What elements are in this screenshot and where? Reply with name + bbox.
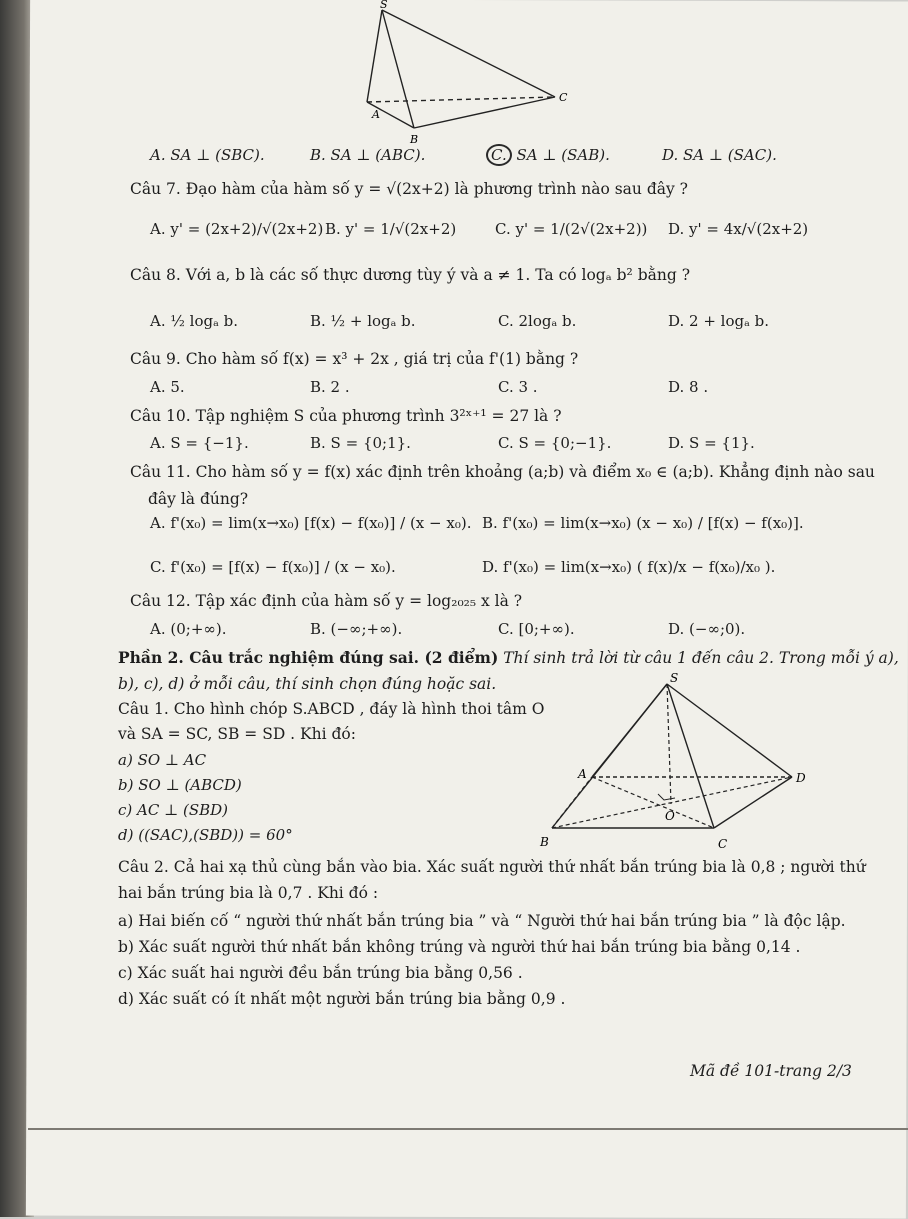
p2q2-stem-line1: Câu 2. Cả hai xạ thủ cùng bắn vào bia. Xác suất người thứ nhất bắn trúng bia là 0,8 ; người thứ [118, 858, 866, 876]
p2q2-statement-a: a) Hai biến cố “ người thứ nhất bắn trúng bia ” và “ Người thứ hai bắn trúng bia ” là độc lập. [118, 912, 846, 930]
pyramid-figure-1 [350, 0, 580, 150]
q7-stem: Câu 7. Đạo hàm của hàm số y = √(2x+2) là phương trình nào sau đây ? [130, 180, 688, 198]
q11-stem-line1: Câu 11. Cho hàm số y = f(x) xác định trên khoảng (a;b) và điểm x₀ ∈ (a;b). Khẳng định nào sau [130, 463, 875, 481]
q8-option-d: D. 2 + logₐ b. [668, 312, 770, 330]
p2q1-stem-line1: Câu 1. Cho hình chóp S.ABCD , đáy là hình thoi tâm O [118, 700, 545, 718]
q9-option-a: A. 5. [150, 378, 185, 396]
p2q1-statement-b: b) SO ⊥ (ABCD) [118, 776, 242, 794]
q8-stem: Câu 8. Với a, b là các số thực dương tùy ý và a ≠ 1. Ta có logₐ b² bằng ? [130, 266, 690, 284]
fig2-label-d: D [796, 771, 806, 785]
q6-option-a: A. SA ⊥ (SBC). [150, 146, 265, 164]
q6-option-d: D. SA ⊥ (SAC). [662, 146, 777, 164]
fig2-label-c: C [718, 837, 728, 851]
p2q2-statement-c: c) Xác suất hai người đều bắn trúng bia bằng 0,56 . [118, 964, 523, 982]
fig1-label-b: B [410, 133, 419, 146]
q12-stem: Câu 12. Tập xác định của hàm số y = log₂₀₂₅ x là ? [130, 592, 523, 610]
q8-option-a: A. ½ logₐ b. [150, 312, 239, 330]
q10-stem: Câu 10. Tập nghiệm S của phương trình 3²ˣ⁺¹ = 27 là ? [130, 407, 562, 425]
q7-option-a: A. y' = (2x+2)/√(2x+2) [150, 220, 324, 238]
q9-option-b: B. 2 . [310, 378, 350, 396]
q12-option-c: C. [0;+∞). [498, 620, 575, 638]
q6-option-c-text: SA ⊥ (SAB). [516, 146, 610, 164]
fig2-label-o: O [665, 809, 675, 823]
q11-stem-line2: đây là đúng? [148, 490, 249, 508]
p2q2-stem-line2: hai bắn trúng bia là 0,7 . Khi đó : [118, 884, 379, 902]
part2-note-line1: Thí sinh trả lời từ câu 1 đến câu 2. Trong mỗi ý a), [498, 649, 899, 667]
q7-option-c: C. y' = 1/(2√(2x+2)) [495, 220, 648, 238]
q11-option-a: A. f'(x₀) = lim(x→x₀) [f(x) − f(x₀)] / (x − x₀). [150, 514, 472, 532]
q12-option-b: B. (−∞;+∞). [310, 620, 403, 638]
q7-option-b: B. y' = 1/√(2x+2) [325, 220, 457, 238]
bottom-divider [28, 1128, 908, 1130]
fig1-label-c: C [559, 91, 568, 104]
q10-option-d: D. S = {1}. [668, 434, 755, 452]
q6-option-b: B. SA ⊥ (ABC). [310, 146, 426, 164]
p2q1-statement-a: a) SO ⊥ AC [118, 751, 207, 769]
fig1-label-a: A [372, 108, 380, 121]
q7-option-d: D. y' = 4x/√(2x+2) [668, 220, 809, 238]
q6-option-c [490, 144, 610, 166]
fig2-label-a: A [578, 767, 587, 781]
part2-header [118, 648, 899, 667]
q9-stem: Câu 9. Cho hàm số f(x) = x³ + 2x , giá trị của f'(1) bằng ? [130, 350, 579, 368]
pyramid-figure-2 [530, 670, 830, 855]
q9-option-d: D. 8 . [668, 378, 709, 396]
p2q2-statement-d: d) Xác suất có ít nhất một người bắn trúng bia bằng 0,9 . [118, 990, 566, 1008]
q12-option-d: D. (−∞;0). [668, 620, 746, 638]
p2q1-statement-d: d) ((SAC),(SBD)) = 60° [118, 826, 293, 844]
p2q1-stem-line2: và SA = SC, SB = SD . Khi đó: [118, 725, 356, 743]
part2-note-line2: b), c), d) ở mỗi câu, thí sinh chọn đúng hoặc sai. [118, 675, 497, 693]
q6-option-c-circle: C. [486, 144, 512, 166]
q10-option-c: C. S = {0;−1}. [498, 434, 612, 452]
q10-option-b: B. S = {0;1}. [310, 434, 411, 452]
fig2-label-s: S [670, 671, 679, 685]
p2q1-statement-c: c) AC ⊥ (SBD) [118, 801, 229, 819]
p2q2-statement-b: b) Xác suất người thứ nhất bắn không trúng và người thứ hai bắn trúng bia bằng 0,14 . [118, 938, 801, 956]
part2-title: Phần 2. Câu trắc nghiệm đúng sai. (2 điểm) [118, 648, 499, 667]
q11-option-b: B. f'(x₀) = lim(x→x₀) (x − x₀) / [f(x) − f(x₀)]. [482, 514, 804, 532]
q8-option-b: B. ½ + logₐ b. [310, 312, 416, 330]
q12-option-a: A. (0;+∞). [150, 620, 227, 638]
q10-option-a: A. S = {−1}. [150, 434, 249, 452]
q9-option-c: C. 3 . [498, 378, 538, 396]
page-code-footer: Mã đề 101-trang 2/3 [690, 1062, 852, 1080]
fig1-label-s: S [380, 0, 388, 11]
q11-option-c: C. f'(x₀) = [f(x) − f(x₀)] / (x − x₀). [150, 558, 396, 576]
q11-option-d: D. f'(x₀) = lim(x→x₀) ( f(x)/x − f(x₀)/x₀ ). [482, 558, 776, 576]
fig2-label-b: B [540, 835, 549, 849]
q8-option-c: C. 2logₐ b. [498, 312, 577, 330]
